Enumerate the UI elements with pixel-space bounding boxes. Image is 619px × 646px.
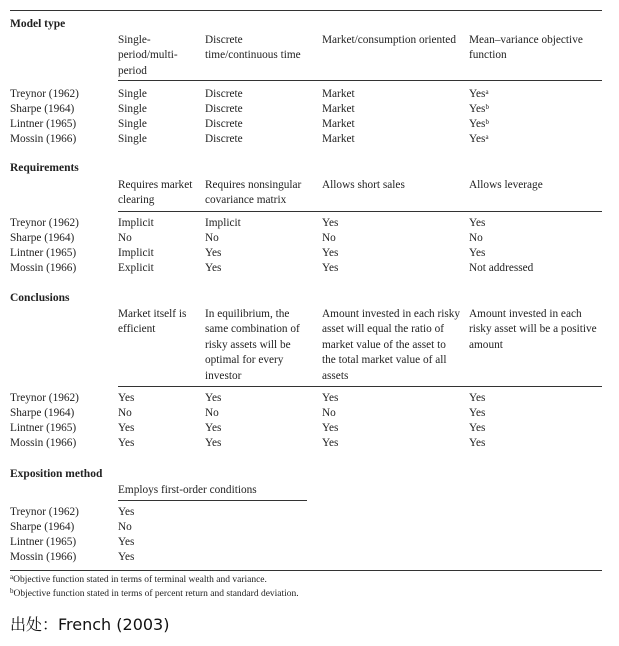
row-label: Sharpe (1964) bbox=[10, 103, 75, 115]
row-label: Mossin (1966) bbox=[10, 437, 77, 449]
row-label: Sharpe (1964) bbox=[10, 407, 75, 419]
table-cell: Yes bbox=[469, 247, 486, 259]
table-cell: No bbox=[469, 232, 483, 244]
column-header: Market itself is efficient bbox=[118, 308, 187, 336]
header-rule bbox=[118, 386, 602, 387]
table-cell: No bbox=[322, 232, 336, 244]
table-cell: Discrete bbox=[205, 88, 243, 100]
table-cell: Implicit bbox=[118, 217, 154, 229]
section-title-requirements: Requirements bbox=[10, 162, 79, 174]
column-header: Amount invested in each risky asset will equal the ratio of market value of the asset to the total market value of all assets bbox=[322, 308, 461, 382]
row-label: Lintner (1965) bbox=[10, 422, 77, 434]
source-caption: 出处：French (2003) bbox=[10, 615, 170, 634]
column-header: Single-period/multi-period bbox=[118, 34, 178, 77]
row-label: Treynor (1962) bbox=[10, 217, 79, 229]
column-header: Amount invested in each risky asset will be a positive amount bbox=[469, 308, 597, 351]
table-cell: Yes bbox=[118, 551, 135, 563]
table-cell: Market bbox=[322, 88, 355, 100]
footnote-marker: b bbox=[485, 118, 489, 126]
section-title-exposition: Exposition method bbox=[10, 468, 103, 480]
table-cell: Yes bbox=[118, 437, 135, 449]
table-cell: Single bbox=[118, 103, 147, 115]
table-cell: Discrete bbox=[205, 103, 243, 115]
table-cell: Yes bbox=[205, 422, 222, 434]
table-cell: Implicit bbox=[205, 217, 241, 229]
table-cell: Yes bbox=[469, 392, 486, 404]
table-cell: Yes$^a$ bbox=[469, 88, 489, 100]
table-cell: Not addressed bbox=[469, 262, 534, 274]
section-title-conclusions: Conclusions bbox=[10, 292, 70, 304]
footnote-marker: b bbox=[485, 103, 489, 111]
column-header: Requires nonsingular covariance matrix bbox=[205, 179, 302, 207]
row-label: Treynor (1962) bbox=[10, 88, 79, 100]
row-label: Treynor (1962) bbox=[10, 506, 79, 518]
column-header: Allows short sales bbox=[322, 179, 405, 191]
table-cell: Single bbox=[118, 133, 147, 145]
row-label: Mossin (1966) bbox=[10, 133, 77, 145]
column-header: Allows leverage bbox=[469, 179, 543, 191]
table-cell: Yes bbox=[469, 437, 486, 449]
table-cell: Market bbox=[322, 103, 355, 115]
table-cell: Yes bbox=[322, 422, 339, 434]
table-cell: Yes bbox=[118, 506, 135, 518]
footnote-b: $^b$Objective function stated in terms of percent return and standard deviation. bbox=[10, 587, 299, 599]
row-label: Sharpe (1964) bbox=[10, 521, 75, 533]
table-cell: Yes bbox=[205, 247, 222, 259]
table-cell: Yes bbox=[322, 262, 339, 274]
table-cell: No bbox=[118, 521, 132, 533]
section-title-model-type: Model type bbox=[10, 18, 66, 30]
table-cell: Yes$^a$ bbox=[469, 133, 489, 145]
table-cell: Yes$^b$ bbox=[469, 118, 489, 130]
table-cell: Market bbox=[322, 133, 355, 145]
table-bottom-rule bbox=[10, 570, 602, 571]
header-rule bbox=[118, 80, 602, 81]
table-cell: Market bbox=[322, 118, 355, 130]
table-cell: Yes$^b$ bbox=[469, 103, 489, 115]
column-header: Employs first-order conditions bbox=[118, 484, 257, 496]
column-header: Market/consumption oriented bbox=[322, 34, 456, 46]
table-cell: Yes bbox=[322, 392, 339, 404]
table-cell: No bbox=[205, 232, 219, 244]
table-cell: Single bbox=[118, 88, 147, 100]
footnote-marker: a bbox=[485, 133, 489, 141]
row-label: Sharpe (1964) bbox=[10, 232, 75, 244]
table-cell: Single bbox=[118, 118, 147, 130]
header-rule bbox=[118, 211, 602, 212]
table-cell: Yes bbox=[118, 392, 135, 404]
table-cell: Yes bbox=[118, 536, 135, 548]
table-cell: Yes bbox=[469, 217, 486, 229]
table-cell: Explicit bbox=[118, 262, 154, 274]
footnote-a: $^a$Objective function stated in terms of terminal wealth and variance. bbox=[10, 573, 267, 585]
row-label: Treynor (1962) bbox=[10, 392, 79, 404]
table-cell: Discrete bbox=[205, 118, 243, 130]
column-header: Requires market clearing bbox=[118, 179, 193, 207]
table-cell: No bbox=[118, 232, 132, 244]
table-cell: Yes bbox=[205, 262, 222, 274]
table-top-rule bbox=[10, 10, 602, 11]
table-cell: No bbox=[322, 407, 336, 419]
table-cell: Yes bbox=[322, 217, 339, 229]
column-header: In equilibrium, the same combination of risky assets will be optimal for every investor bbox=[205, 308, 300, 382]
table-cell: No bbox=[205, 407, 219, 419]
table-cell: No bbox=[118, 407, 132, 419]
header-rule bbox=[118, 500, 307, 501]
table-cell: Yes bbox=[322, 247, 339, 259]
column-header: Mean–variance objective function bbox=[469, 34, 583, 62]
table-cell: Yes bbox=[469, 422, 486, 434]
row-label: Lintner (1965) bbox=[10, 247, 77, 259]
row-label: Lintner (1965) bbox=[10, 536, 77, 548]
table-cell: Yes bbox=[322, 437, 339, 449]
table-cell: Yes bbox=[469, 407, 486, 419]
table-cell: Implicit bbox=[118, 247, 154, 259]
column-header: Discrete time/continuous time bbox=[205, 34, 301, 62]
row-label: Lintner (1965) bbox=[10, 118, 77, 130]
table-cell: Discrete bbox=[205, 133, 243, 145]
table-cell: Yes bbox=[205, 392, 222, 404]
table-cell: Yes bbox=[118, 422, 135, 434]
footnote-marker: a bbox=[485, 88, 489, 96]
row-label: Mossin (1966) bbox=[10, 262, 77, 274]
table-cell: Yes bbox=[205, 437, 222, 449]
row-label: Mossin (1966) bbox=[10, 551, 77, 563]
